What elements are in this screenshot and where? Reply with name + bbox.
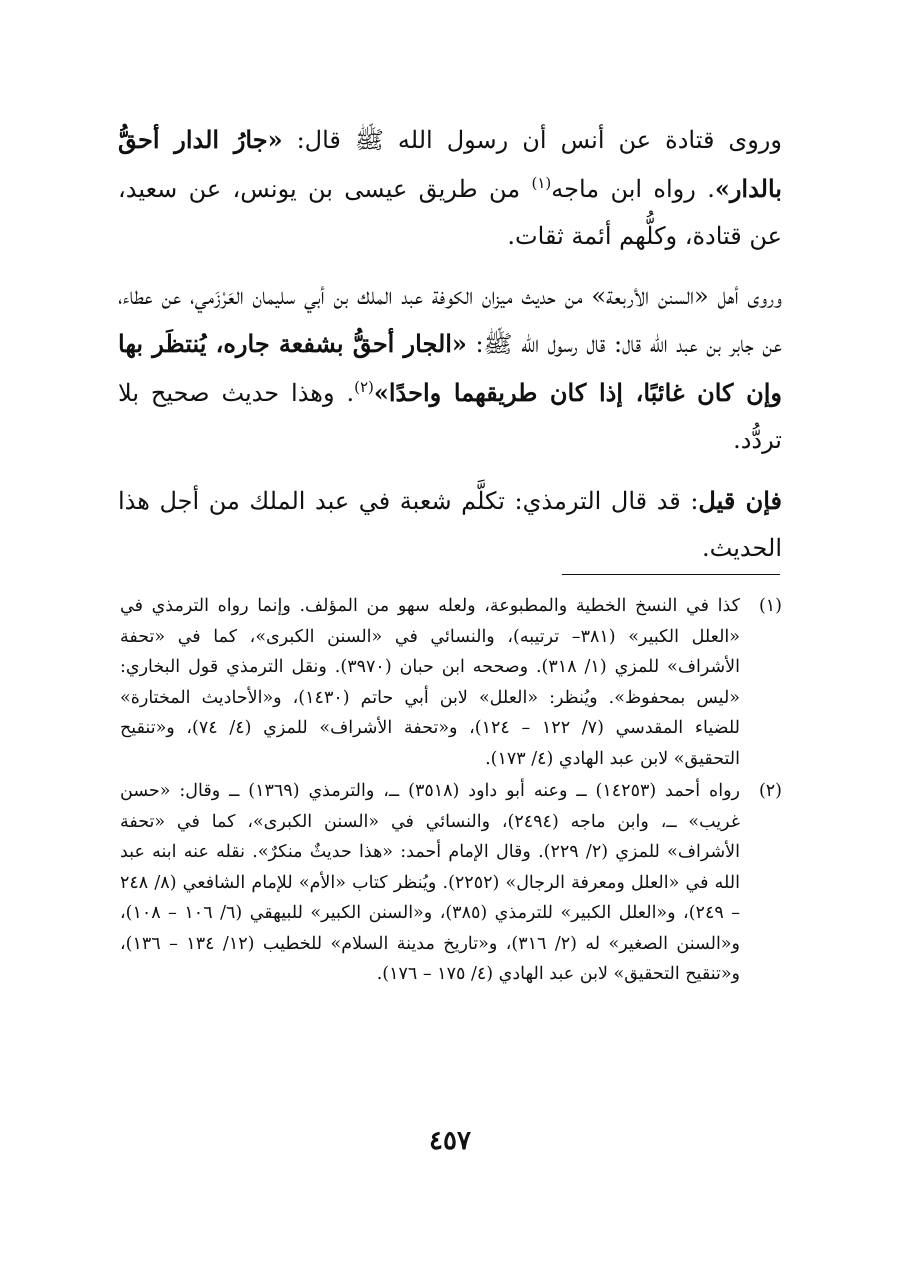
paragraph-2-intro: وروى أهل «السنن الأربعة» من حديث ميزان الكوفة عبد الملك بن أبي سليمان العَرْزَمي، عن عطاء، عن جابر بن عبد الله قال: قال رسول الله ﷺ: [118,281,782,358]
paragraph-1-intro: وروى قتادة عن أنس أن رسول الله ﷺ قال: [282,126,782,154]
main-text [118,116,782,585]
paragraph-2 [118,273,782,465]
footnotes [120,591,782,992]
footnote [120,776,782,990]
paragraph-1-source: . رواه ابن ماجه [551,174,715,203]
footnote-number: (١) [758,596,782,616]
footnote-number: (٢) [758,781,782,801]
paragraph-2-verdict: . وهذا حديث صحيح بلا تردُّد. [118,378,782,454]
hadith-quote-1: «جارُ الدار أحقُّ بالدار» [118,125,782,203]
footnote [120,591,782,774]
hadith-quote-2: «الجار أحقُّ بشفعة جاره، يُنتظَر بها وإن كان غائبًا، إذا كان طريقهما واحدًا» [118,329,782,407]
footnote-text: رواه أحمد (١٤٢٥٣) ــ وعنه أبو داود (٣٥١٨) ــ، والترمذي (١٣٦٩) ــ وقال: «حسن غريب» ــ، وابن ماجه (٢٤٩٤)، والنسائي في «السنن الكبرى»، كما في «تحفة الأشراف» للمزي (٢/ ٢٢٩). وقال الإمام أحمد: «هذا حديثٌ منكرٌ». نقله عنه ابنه عبد الله في «العلل ومعرفة الرجال» (٢٢٥٢). ويُنظر كتاب «الأم» للإمام الشافعي (٨/ ٢٤٨ – ٢٤٩)، و«العلل الكبير» للترمذي (٣٨٥)، و«السنن الكبير» للبيهقي (٦/ ١٠٦ – ١٠٨)، و«السنن الصغير» له (٢/ ٣١٦)، و«تاريخ مدينة السلام» للخطيب (١٢/ ١٣٤ – ١٣٦)، و«تنقيح التحقيق» لابن عبد الهادي (٤/ ١٧٥ – ١٧٦). [120,781,740,984]
paragraph-1-chain: من طريق عيسى بن يونس، عن سعيد، عن قتادة، وكلُّهم أئمة ثقات. [118,174,782,250]
objection-label: فإن قيل [698,485,783,515]
footnote-text: كذا في النسخ الخطية والمطبوعة، ولعله سهو من المؤلف. وإنما رواه الترمذي في «العلل الكبير» (٣٨١– ترتيبه)، والنسائي في «السنن الكبرى»، كما في «تحفة الأشراف» للمزي (١/ ٣١٨). وصححه ابن حبان (٣٩٧٠). ونقل الترمذي قول البخاري: «ليس بمحفوظ». ويُنظر: «العلل» لابن أبي حاتم (١٤٣٠)، و«الأحاديث المختارة» للضياء المقدسي (٧/ ١٢٢ – ١٢٤)، و«تحفة الأشراف» للمزي (٤/ ٧٤)، و«تنقيح التحقيق» لابن عبد الهادي (٤/ ١٧٣). [120,596,740,769]
paragraph-3-text: : قد قال الترمذي: تكلَّم شعبة في عبد الملك من أجل هذا الحديث. [118,486,782,562]
paragraph-3 [118,477,782,573]
footnote-ref-1[interactable]: (١) [531,173,552,192]
footnote-separator [562,574,780,575]
page-number: ٤٥٧ [429,1126,471,1156]
footnote-ref-2[interactable]: (٢) [354,377,374,396]
paragraph-1 [118,116,782,261]
